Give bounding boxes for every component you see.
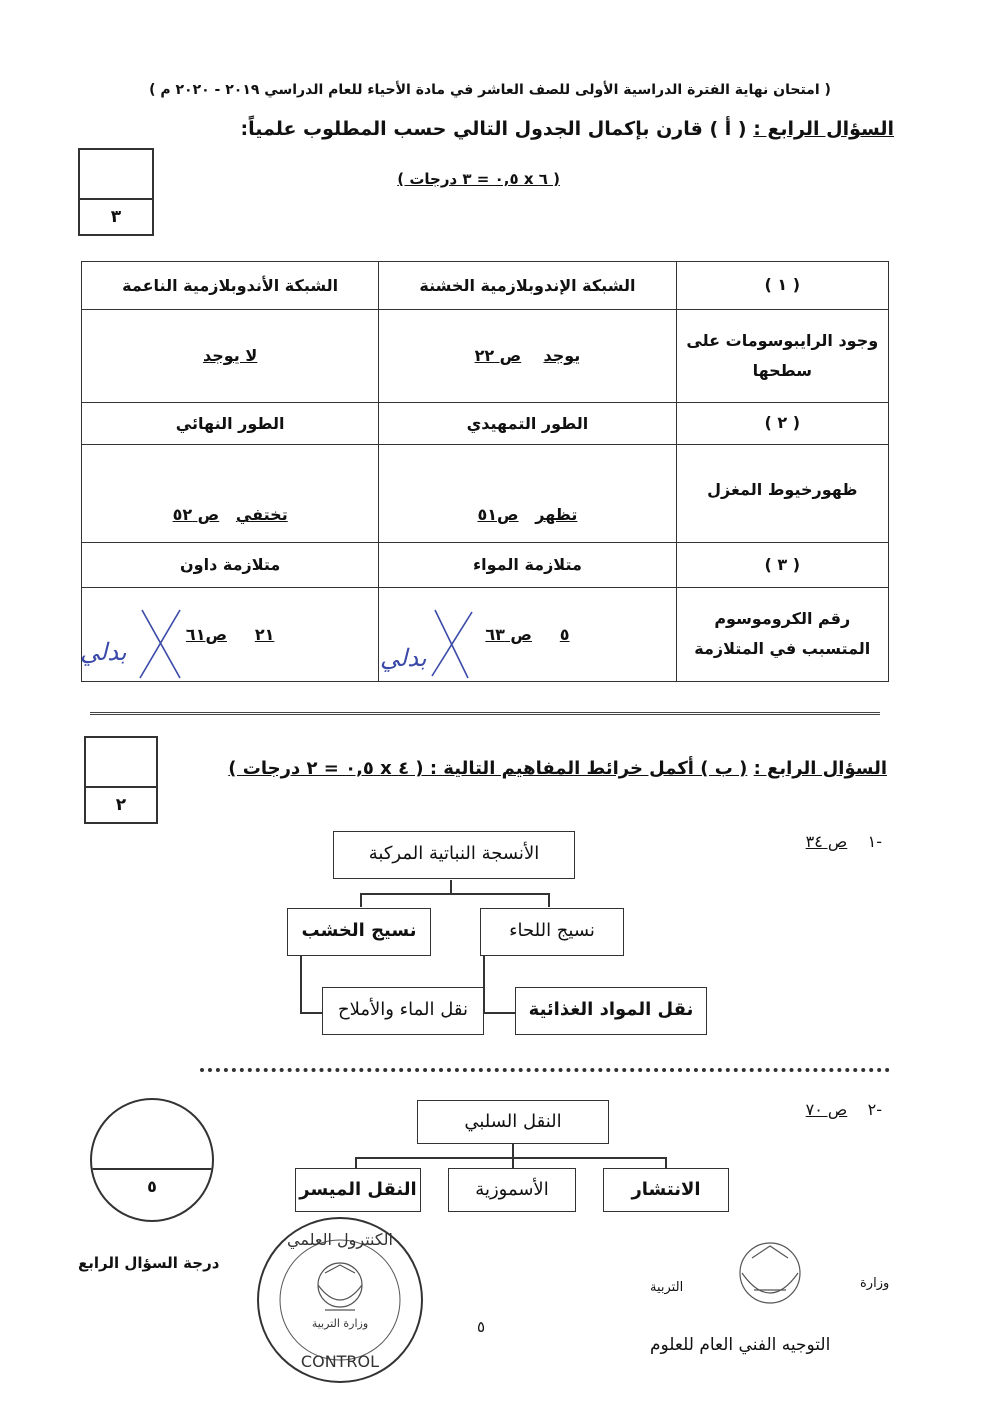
page-ref: ص٥١ (477, 505, 519, 525)
map2-node-osmosis: الأسموزية (448, 1168, 576, 1212)
question-label: السؤال الرابع : (753, 758, 887, 779)
table-cell: الطور التمهيدي (379, 402, 676, 444)
table-cell: وجود الرايبوسومات على سطحها (676, 310, 888, 402)
table-cell (379, 444, 676, 542)
table-row (82, 444, 889, 542)
stamp-bottom-text: CONTROL (300, 1352, 380, 1371)
dotted-divider (200, 1068, 890, 1072)
section-divider (90, 712, 880, 715)
table-cell: ( ١ ) (676, 262, 888, 310)
table-cell (379, 310, 676, 402)
ministry-text-b: التربية (650, 1280, 684, 1295)
check-mark-stroke (432, 612, 472, 676)
table-row (82, 310, 889, 402)
total-score-circle (90, 1098, 214, 1222)
answer: ٢١ (254, 624, 275, 644)
table-cell: الشبكة الأندوبلازمية الناعمة (82, 262, 379, 310)
question-label: السؤال الرابع : (753, 118, 894, 140)
table-cell: الطور النهائي (82, 402, 379, 444)
table-cell: ظهورخيوط المغزل (676, 444, 888, 542)
table-row (82, 402, 889, 444)
answer: ٥ (559, 624, 570, 644)
map1-root-node: الأنسجة النباتية المركبة (333, 831, 575, 879)
page-ref: ص٦١ (185, 624, 227, 644)
table-cell: الشبكة الإندوبلازمية الخشنة (379, 262, 676, 310)
question-4b-title (228, 758, 887, 779)
page-ref: ص ٧٠ (805, 1100, 848, 1119)
score-value: ٢ (115, 795, 127, 815)
stamp-top-text: الكنترول العلمي (287, 1230, 393, 1249)
page-ref: ص ٣٤ (805, 832, 848, 851)
grading-note: ( ٦ x ٠,٥ = ٣ درجات ) (397, 170, 560, 188)
connector (360, 893, 362, 907)
connector (360, 893, 550, 895)
answer: تظهر (535, 505, 578, 525)
table-row (82, 543, 889, 587)
table-cell: متلازمة المواء (379, 543, 676, 587)
stamp-ministry-text: وزارة التربية (311, 1317, 369, 1330)
question-text: ( أ ) قارن بإكمال الجدول التالي حسب المطلوب علمياً: (240, 118, 747, 140)
map2-node-facilitated: النقل الميسر (295, 1168, 421, 1212)
answer: لا يوجد (203, 346, 258, 366)
map-number: -٢ (867, 1100, 882, 1119)
exam-header: ( امتحان نهاية الفترة الدراسية الأولى للصف العاشر في مادة الأحياء للعام الدراسي ٢٠١٩ - ٢٠٢٠ م ) (149, 82, 831, 98)
map1-right-child-node: نقل المواد الغذائية (515, 987, 707, 1035)
ministry-emblem-icon (730, 1228, 810, 1318)
science-supervision-text: التوجيه الفني العام للعلوم (650, 1335, 831, 1355)
map1-right-node: نسيج اللحاء (480, 908, 624, 956)
answer: يوجد (543, 346, 581, 366)
page-ref: ص ٥٢ (172, 505, 220, 525)
table-cell: رقم الكروموسوم المتسبب في المتلازمة (676, 587, 888, 681)
question-text: ( ب ) أكمل خرائط المفاهيم التالية : ( ٤ x ٠,٥ = ٢ درجات ) (228, 758, 748, 779)
signature: بدلي (380, 644, 427, 672)
table-cell: ( ٣ ) (676, 543, 888, 587)
connector (355, 1157, 665, 1159)
map2-root-node: النقل السلبي (417, 1100, 609, 1144)
emblem-icon (318, 1263, 362, 1310)
score-box-4a (78, 148, 154, 236)
total-score-label: درجة السؤال الرابع (78, 1254, 220, 1272)
score-value: ٣ (110, 207, 122, 227)
total-score-value: ٥ (147, 1177, 157, 1196)
connector (548, 893, 550, 907)
map2-node-diffusion: الانتشار (603, 1168, 729, 1212)
page-number: ٥ (477, 1318, 486, 1336)
map1-left-node: نسيج الخشب (287, 908, 431, 956)
connector (512, 1144, 514, 1158)
page-ref: ص ٢٢ (474, 346, 522, 366)
table-cell (82, 444, 379, 542)
question-4a-title (240, 118, 894, 140)
connector (483, 1012, 515, 1014)
control-stamp (255, 1215, 425, 1385)
table-cell (82, 310, 379, 402)
connector (300, 955, 302, 1013)
map1-label (806, 832, 882, 851)
table-row (82, 262, 889, 310)
map2-label (806, 1100, 882, 1119)
connector (300, 1012, 322, 1014)
table-cell: ( ٢ ) (676, 402, 888, 444)
page-ref: ص ٦٣ (485, 624, 532, 644)
signature: بدلي (80, 638, 127, 666)
map-number: -١ (867, 832, 882, 851)
table-cell: متلازمة داون (82, 543, 379, 587)
answer: تختفي (235, 505, 288, 525)
ministry-text-a: وزارة (860, 1276, 890, 1291)
score-box-4b (84, 736, 158, 824)
connector (450, 880, 452, 894)
map1-left-child-node: نقل الماء والأملاح (322, 987, 484, 1035)
handwritten-marks (80, 590, 700, 685)
